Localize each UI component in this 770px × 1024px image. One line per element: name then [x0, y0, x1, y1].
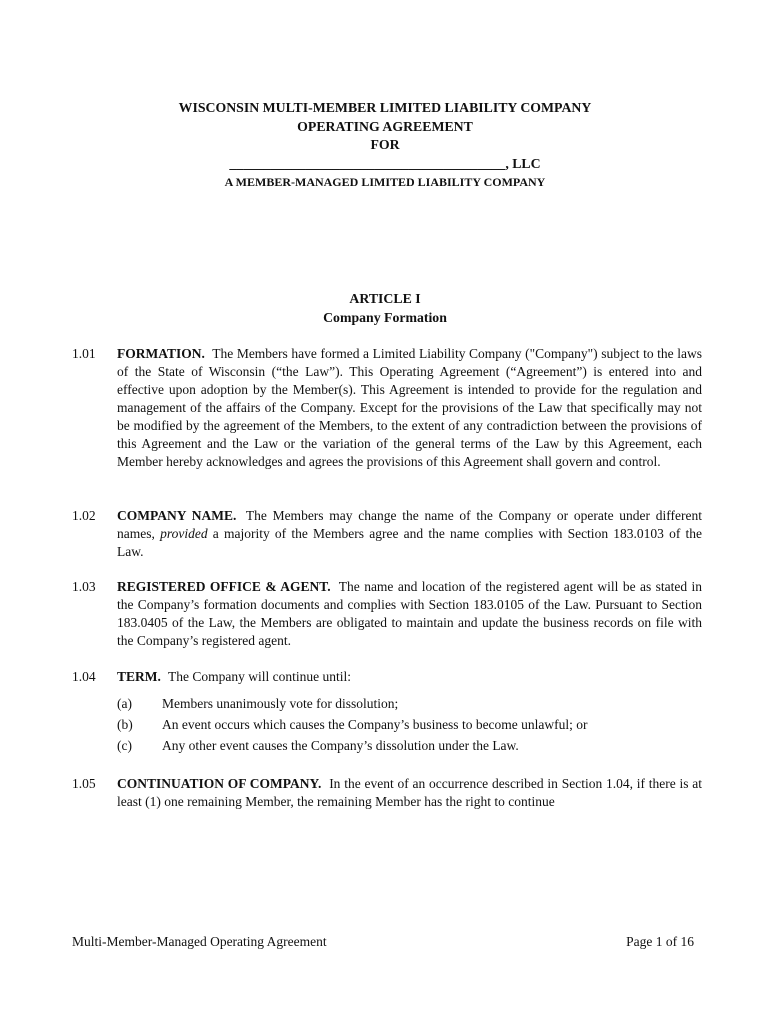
article-number: ARTICLE I	[349, 291, 421, 306]
section-body	[117, 345, 702, 471]
section-body	[117, 775, 702, 811]
list-item	[117, 714, 707, 735]
section-text: The Members have formed a Limited Liability Company ("Company") subject to the laws of the State of Wisconsin (“the Law”). This Operating Agreement (“Agreement”) is entered into and effective upon adoption by the Member(s). This Agreement is intended to provide for the regulation and management of the affairs of the Company. Except for the provisions of the Law that specifically may not be modified by the agreement of the Members, to the extent of any contradiction between the provisions of this Agreement and the Law or the variation of the general terms of the Law by this Agreement, each Member hereby acknowledges and agrees the provisions of this Agreement shall govern and control.	[117, 346, 702, 469]
section-body	[117, 668, 702, 686]
section-1-01	[72, 345, 702, 471]
article-name: Company Formation	[323, 310, 447, 325]
list-text: Any other event causes the Company’s dissolution under the Law.	[162, 738, 519, 753]
section-1-04	[72, 668, 702, 686]
list-marker: (b)	[117, 717, 133, 732]
section-1-05	[72, 775, 702, 811]
section-1-03	[72, 578, 702, 650]
section-body	[117, 578, 702, 650]
section-text-continued: a majority of the Members agree and the name complies with Section 183.0103 of the Law.	[117, 526, 703, 559]
section-number: 1.04	[72, 669, 96, 684]
section-text: The Company will continue until:	[168, 669, 351, 684]
company-name-blank: ________________________________________, LLC	[229, 155, 541, 171]
section-heading: REGISTERED OFFICE & AGENT.	[117, 579, 331, 594]
document-title	[0, 99, 770, 190]
title-line-for: FOR	[370, 137, 400, 152]
section-text-italic: provided	[160, 526, 208, 541]
footer-document-name: Multi-Member-Managed Operating Agreement	[72, 934, 327, 949]
section-heading: FORMATION.	[117, 346, 205, 361]
title-line-agreement: OPERATING AGREEMENT	[297, 118, 473, 134]
page-number: Page 1 of 16	[626, 934, 694, 949]
term-conditions-list	[117, 693, 707, 756]
section-heading: COMPANY NAME.	[117, 508, 237, 523]
list-item	[117, 693, 707, 714]
list-text: An event occurs which causes the Company’s business to become unlawful; or	[162, 717, 588, 732]
section-heading: TERM.	[117, 669, 161, 684]
section-body	[117, 507, 702, 561]
section-number: 1.05	[72, 776, 96, 791]
section-number: 1.01	[72, 346, 96, 361]
list-item	[117, 735, 707, 756]
section-text: In the event of an occurrence described in Section 1.04, if there is at least (1) one remaining Member, the remaining Member has the right to continue	[117, 776, 702, 809]
section-heading: CONTINUATION OF COMPANY.	[117, 776, 322, 791]
section-number: 1.03	[72, 579, 96, 594]
article-heading	[0, 289, 770, 327]
section-number: 1.02	[72, 508, 96, 523]
section-text: The name and location of the registered agent will be as stated in the Company’s formation documents and complies with Section 183.0105 of the Law. Pursuant to Section 183.0405 of the Law, the Members are obligated to maintain and update the business records on file with the Company’s registered agent.	[117, 579, 702, 648]
list-marker: (c)	[117, 738, 132, 753]
list-marker: (a)	[117, 696, 132, 711]
section-text: The Members may change the name of the Company or operate under different names,	[117, 508, 702, 541]
title-subtitle: A MEMBER-MANAGED LIMITED LIABILITY COMPANY	[224, 175, 546, 189]
title-line-state: WISCONSIN MULTI-MEMBER LIMITED LIABILITY COMPANY	[178, 100, 592, 115]
section-1-02	[72, 507, 702, 561]
list-text: Members unanimously vote for dissolution;	[162, 696, 399, 711]
